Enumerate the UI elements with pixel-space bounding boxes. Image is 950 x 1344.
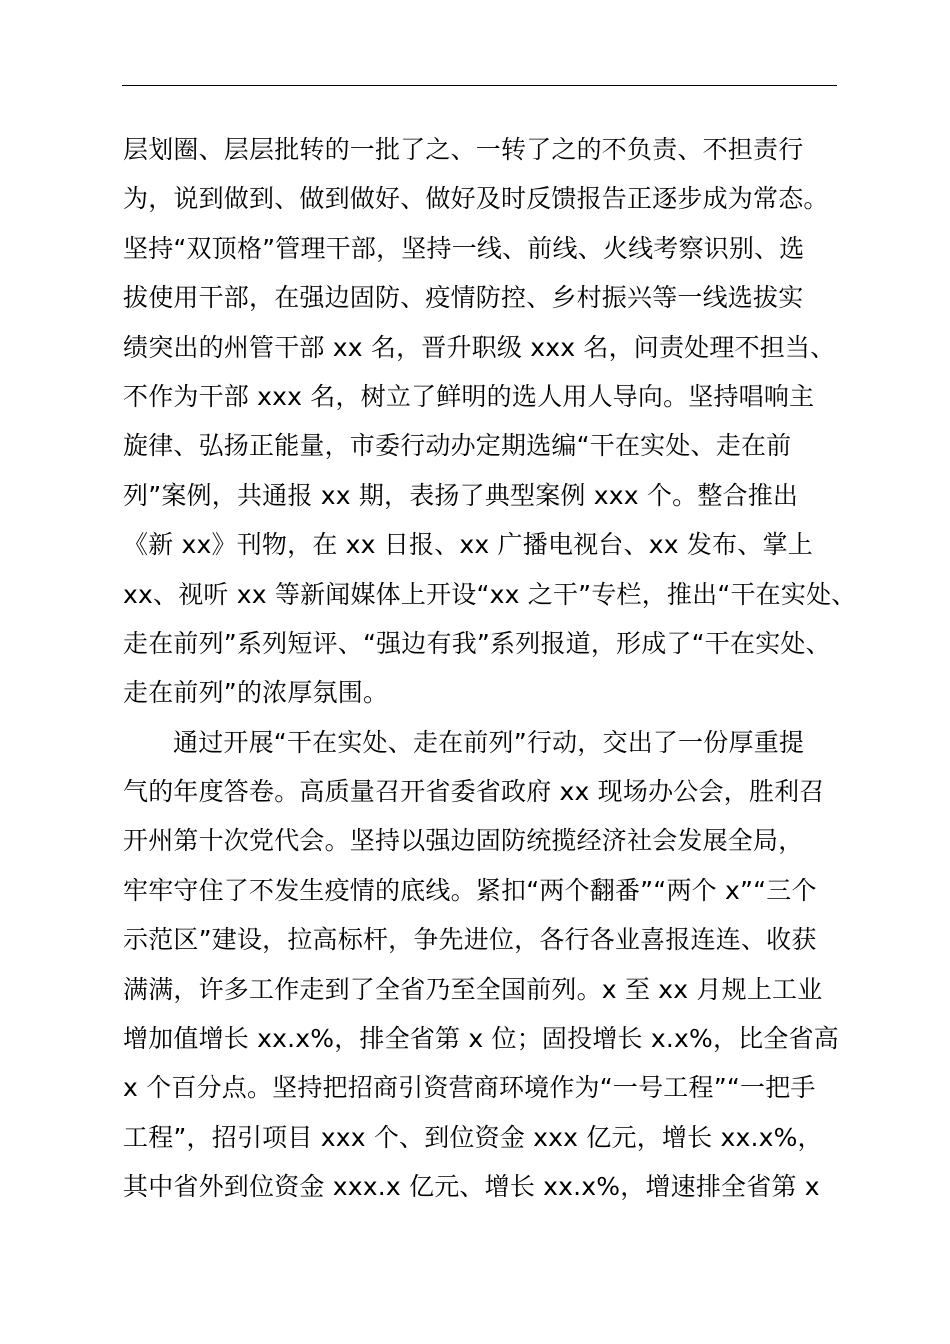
text-line: 气的年度答卷。高质量召开省委省政府 xx 现场办公会，胜利召 [123, 777, 825, 807]
text-line: 开州第十次党代会。坚持以强边固防统揽经济社会发展全局， [123, 826, 804, 856]
text-line: 示范区”建设，拉高标杆，争先进位，各行各业喜报连连、收获 [123, 925, 817, 955]
text-line: 走在前列”系列短评、“强边有我”系列报道，形成了“干在实处、 [123, 628, 831, 658]
text-line: 走在前列”的浓厚氛围。 [123, 678, 389, 708]
header-rule [122, 85, 837, 86]
paragraph-2 [123, 718, 883, 1212]
text-line: 列”案例，共通报 xx 期，表扬了典型案例 xxx 个。整合推出 [123, 480, 799, 510]
text-line: 不作为干部 xxx 名，树立了鲜明的选人用人导向。坚持唱响主 [123, 381, 815, 411]
document-body [123, 125, 883, 1212]
text-line: 工程”，招引项目 xxx 个、到位资金 xxx 亿元，增长 xx.x%， [123, 1122, 823, 1152]
text-line: 满满，许多工作走到了全省乃至全国前列。x 至 xx 月规上工业 [123, 974, 823, 1004]
text-line: xx、视听 xx 等新闻媒体上开设“xx 之干”专栏，推出“干在实处、 [123, 579, 857, 609]
text-line: 通过开展“干在实处、走在前列”行动，交出了一份厚重提 [173, 727, 805, 757]
text-line: 其中省外到位资金 xxx.x 亿元、增长 xx.x%，增速排全省第 x [123, 1172, 820, 1202]
text-line: x 个百分点。坚持把招商引资营商环境作为“一号工程”“一把手 [123, 1073, 816, 1103]
text-line: 《新 xx》刊物，在 xx 日报、xx 广播电视台、xx 发布、掌上 [123, 530, 813, 560]
text-line: 层划圈、层层批转的一批了之、一转了之的不负责、不担责行 [123, 135, 804, 164]
text-line: 拔使用干部，在强边固防、疫情防控、乡村振兴等一线选拔实 [123, 283, 804, 313]
text-line: 牢牢守住了不发生疫情的底线。紧扣“两个翻番”“两个 x”“三个 [123, 875, 817, 905]
paragraph-1 [123, 125, 883, 718]
text-line: 为，说到做到、做到做好、做好及时反馈报告正逐步成为常态。 [123, 184, 829, 214]
text-line: 坚持“双顶格”管理干部，坚持一线、前线、火线考察识别、选 [123, 233, 805, 263]
text-line: 增加值增长 xx.x%，排全省第 x 位；固投增长 x.x%，比全省高 [123, 1024, 839, 1054]
text-line: 旋律、弘扬正能量，市委行动办定期选编“干在实处、走在前 [123, 431, 792, 461]
text-line: 绩突出的州管干部 xx 名，晋升职级 xxx 名，问责处理不担当、 [123, 332, 836, 362]
